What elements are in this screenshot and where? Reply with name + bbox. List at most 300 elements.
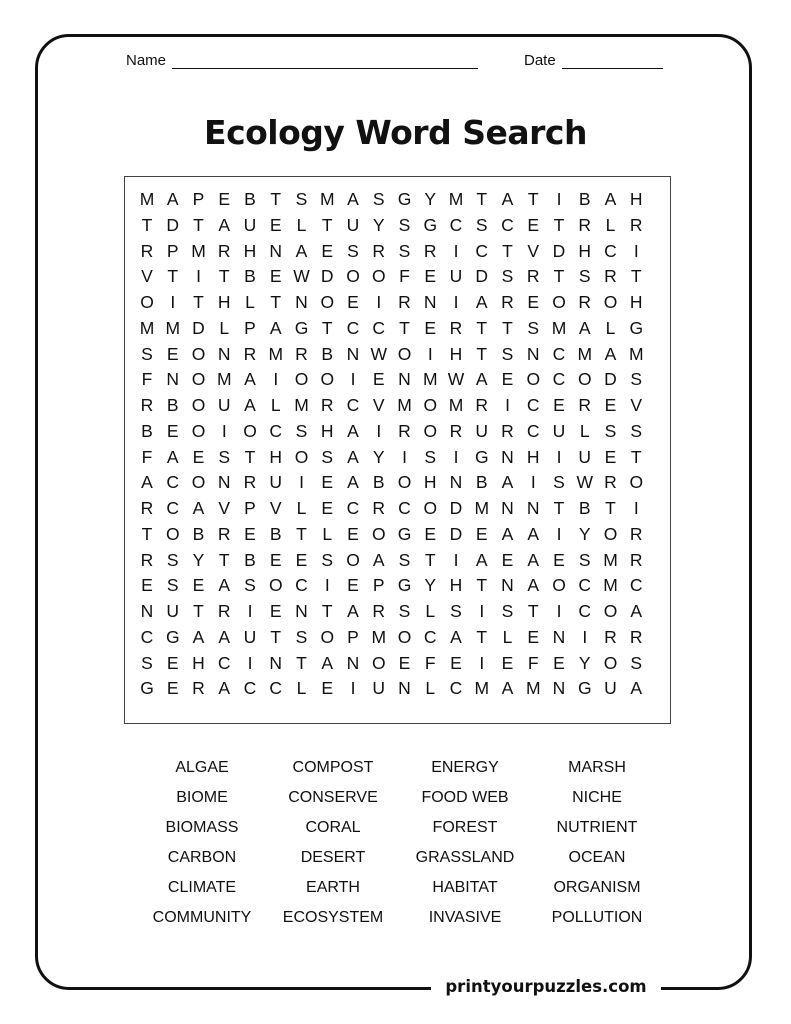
grid-letter[interactable]: L <box>296 498 307 518</box>
grid-letter[interactable]: B <box>321 343 334 364</box>
grid-letter[interactable]: E <box>347 523 359 544</box>
grid-letter[interactable]: T <box>553 266 565 287</box>
grid-letter[interactable]: A <box>347 189 359 209</box>
grid-letter[interactable]: I <box>453 446 459 467</box>
grid-letter[interactable]: A <box>295 240 308 261</box>
grid-letter[interactable]: T <box>476 626 488 647</box>
grid-letter[interactable]: T <box>476 189 488 209</box>
grid-letter[interactable]: A <box>527 523 540 544</box>
grid-letter[interactable]: T <box>527 601 539 621</box>
grid-letter[interactable]: T <box>476 317 488 338</box>
grid-letter[interactable]: R <box>578 395 592 415</box>
grid-letter[interactable]: F <box>399 266 410 287</box>
grid-letter[interactable]: I <box>479 601 485 621</box>
grid-letter[interactable]: C <box>295 575 308 596</box>
grid-letter[interactable]: T <box>218 549 230 570</box>
grid-letter[interactable]: I <box>376 292 382 312</box>
grid-letter[interactable]: N <box>217 472 231 493</box>
grid-letter[interactable]: E <box>527 292 540 312</box>
grid-letter[interactable]: P <box>192 189 205 209</box>
grid-letter[interactable]: E <box>192 575 205 596</box>
grid-letter[interactable]: G <box>397 189 412 209</box>
grid-letter[interactable]: E <box>347 575 359 596</box>
grid-letter[interactable]: M <box>319 189 335 209</box>
grid-letter[interactable]: R <box>423 240 437 261</box>
grid-letter[interactable]: D <box>166 214 180 235</box>
grid-letter[interactable]: C <box>423 626 437 647</box>
grid-letter[interactable]: N <box>398 369 411 390</box>
grid-letter[interactable]: C <box>629 575 643 596</box>
grid-letter[interactable]: G <box>140 678 154 699</box>
grid-letter[interactable]: O <box>320 626 335 647</box>
grid-letter[interactable]: E <box>424 317 437 338</box>
grid-letter[interactable]: U <box>346 214 360 235</box>
grid-letter[interactable]: A <box>269 317 282 338</box>
grid-letter[interactable]: E <box>166 652 179 673</box>
grid-letter[interactable]: S <box>372 189 385 209</box>
grid-letter[interactable]: I <box>505 395 510 415</box>
grid-letter[interactable]: G <box>397 523 412 544</box>
grid-letter[interactable]: N <box>295 601 308 621</box>
grid-letter[interactable]: L <box>219 317 230 338</box>
grid-letter[interactable]: S <box>475 214 488 235</box>
grid-letter[interactable]: E <box>553 652 565 673</box>
grid-letter[interactable]: S <box>166 549 179 570</box>
grid-letter[interactable]: U <box>243 626 257 647</box>
grid-letter[interactable]: Y <box>192 549 205 570</box>
grid-letter[interactable]: E <box>166 420 179 441</box>
grid-letter[interactable]: H <box>629 292 643 312</box>
grid-letter[interactable]: U <box>217 395 231 415</box>
grid-letter[interactable]: I <box>453 549 459 570</box>
grid-letter[interactable]: O <box>294 446 309 467</box>
name-line[interactable] <box>172 54 478 69</box>
grid-letter[interactable]: T <box>193 214 204 235</box>
grid-letter[interactable]: R <box>372 601 386 621</box>
grid-letter[interactable]: B <box>372 472 385 493</box>
grid-letter[interactable]: M <box>448 189 464 209</box>
grid-letter[interactable]: L <box>605 214 616 235</box>
grid-letter[interactable]: A <box>218 678 231 699</box>
grid-letter[interactable]: S <box>398 240 411 261</box>
grid-letter[interactable]: O <box>552 575 566 596</box>
grid-letter[interactable]: A <box>501 678 514 699</box>
grid-letter[interactable]: E <box>527 626 540 647</box>
grid-letter[interactable]: C <box>526 395 540 415</box>
grid-letter[interactable]: M <box>628 343 644 364</box>
grid-letter[interactable]: A <box>321 652 334 673</box>
grid-letter[interactable]: T <box>605 498 616 518</box>
grid-letter[interactable]: N <box>501 446 514 467</box>
grid-letter[interactable]: E <box>269 549 282 570</box>
grid-letter[interactable]: C <box>578 575 592 596</box>
grid-letter[interactable]: I <box>453 240 459 261</box>
grid-letter[interactable]: S <box>218 446 231 467</box>
grid-letter[interactable]: W <box>370 343 388 364</box>
grid-letter[interactable]: N <box>346 343 360 364</box>
grid-letter[interactable]: A <box>166 446 179 467</box>
grid-letter[interactable]: F <box>141 446 153 467</box>
grid-letter[interactable]: O <box>603 601 618 621</box>
grid-letter[interactable]: T <box>424 549 436 570</box>
grid-letter[interactable]: S <box>244 575 256 596</box>
grid-letter[interactable]: N <box>346 652 360 673</box>
grid-letter[interactable]: R <box>372 240 386 261</box>
grid-letter[interactable]: H <box>578 240 592 261</box>
grid-letter[interactable]: L <box>296 678 307 699</box>
grid-letter[interactable]: V <box>269 498 282 518</box>
grid-letter[interactable]: H <box>192 652 205 673</box>
grid-letter[interactable]: E <box>424 523 437 544</box>
grid-letter[interactable]: E <box>553 549 565 570</box>
grid-letter[interactable]: T <box>476 343 488 364</box>
grid-letter[interactable]: C <box>552 369 566 390</box>
grid-letter[interactable]: D <box>320 266 334 287</box>
grid-letter[interactable]: O <box>371 652 386 673</box>
grid-letter[interactable]: T <box>476 575 488 596</box>
grid-letter[interactable]: E <box>269 266 282 287</box>
grid-letter[interactable]: E <box>553 395 565 415</box>
grid-letter[interactable]: V <box>372 395 385 415</box>
grid-letter[interactable]: M <box>191 240 206 261</box>
grid-letter[interactable]: O <box>552 292 566 312</box>
grid-letter[interactable]: S <box>450 601 462 621</box>
grid-letter[interactable]: O <box>346 266 360 287</box>
grid-letter[interactable]: A <box>501 472 514 493</box>
grid-letter[interactable]: T <box>270 626 282 647</box>
grid-letter[interactable]: O <box>397 626 412 647</box>
grid-letter[interactable]: E <box>269 601 282 621</box>
grid-letter[interactable]: S <box>501 266 514 287</box>
grid-letter[interactable]: I <box>530 472 536 493</box>
grid-letter[interactable]: M <box>397 395 412 415</box>
grid-letter[interactable]: O <box>191 343 206 364</box>
grid-letter[interactable]: N <box>269 652 283 673</box>
grid-letter[interactable]: N <box>526 498 540 518</box>
grid-letter[interactable]: O <box>371 523 386 544</box>
grid-letter[interactable]: C <box>449 214 463 235</box>
grid-letter[interactable]: F <box>424 652 436 673</box>
grid-letter[interactable]: L <box>502 626 513 647</box>
grid-letter[interactable]: R <box>449 317 463 338</box>
grid-letter[interactable]: S <box>578 266 591 287</box>
grid-letter[interactable]: I <box>350 369 356 390</box>
grid-letter[interactable]: C <box>217 652 231 673</box>
grid-letter[interactable]: O <box>268 575 283 596</box>
grid-letter[interactable]: T <box>399 317 410 338</box>
grid-letter[interactable]: M <box>551 317 567 338</box>
grid-letter[interactable]: C <box>372 317 386 338</box>
grid-letter[interactable]: R <box>192 678 205 699</box>
grid-letter[interactable]: L <box>270 395 281 415</box>
grid-letter[interactable]: E <box>604 395 617 415</box>
grid-letter[interactable]: A <box>218 626 231 647</box>
grid-letter[interactable]: T <box>630 266 642 287</box>
grid-letter[interactable]: I <box>453 292 459 312</box>
grid-letter[interactable]: T <box>553 498 565 518</box>
grid-letter[interactable]: S <box>321 446 334 467</box>
grid-letter[interactable]: A <box>244 395 256 415</box>
grid-letter[interactable]: O <box>603 292 618 312</box>
grid-letter[interactable]: V <box>218 498 231 518</box>
grid-letter[interactable]: A <box>604 343 617 364</box>
grid-letter[interactable]: M <box>474 678 490 699</box>
grid-letter[interactable]: T <box>296 523 307 544</box>
grid-letter[interactable]: C <box>346 498 360 518</box>
grid-letter[interactable]: U <box>578 446 592 467</box>
grid-letter[interactable]: C <box>346 317 360 338</box>
grid-letter[interactable]: E <box>475 523 488 544</box>
grid-letter[interactable]: B <box>166 395 179 415</box>
grid-letter[interactable]: A <box>475 549 488 570</box>
grid-letter[interactable]: O <box>577 369 592 390</box>
grid-letter[interactable]: U <box>269 472 283 493</box>
grid-letter[interactable]: A <box>630 601 643 621</box>
grid-letter[interactable]: G <box>397 575 412 596</box>
grid-letter[interactable]: T <box>553 214 565 235</box>
grid-letter[interactable]: T <box>270 189 282 209</box>
grid-letter[interactable]: N <box>526 343 540 364</box>
grid-letter[interactable]: B <box>244 549 256 570</box>
grid-letter[interactable]: M <box>603 549 618 570</box>
grid-letter[interactable]: R <box>372 498 386 518</box>
grid-letter[interactable]: D <box>449 498 463 518</box>
grid-letter[interactable]: P <box>244 317 256 338</box>
grid-letter[interactable]: T <box>321 214 333 235</box>
grid-letter[interactable]: N <box>423 292 437 312</box>
grid-letter[interactable]: I <box>556 446 562 467</box>
grid-letter[interactable]: C <box>166 472 180 493</box>
grid-letter[interactable]: P <box>166 240 179 261</box>
grid-letter[interactable]: R <box>526 266 540 287</box>
grid-letter[interactable]: I <box>376 420 382 441</box>
grid-letter[interactable]: Y <box>578 523 591 544</box>
grid-letter[interactable]: C <box>449 678 463 699</box>
grid-letter[interactable]: B <box>244 189 256 209</box>
grid-letter[interactable]: S <box>166 575 179 596</box>
grid-letter[interactable]: H <box>243 240 257 261</box>
grid-letter[interactable]: H <box>320 420 334 441</box>
grid-letter[interactable]: G <box>165 626 180 647</box>
grid-letter[interactable]: A <box>218 214 231 235</box>
grid-letter[interactable]: S <box>630 369 643 390</box>
grid-letter[interactable]: S <box>141 652 153 673</box>
grid-letter[interactable]: R <box>604 626 617 647</box>
grid-letter[interactable]: L <box>322 523 333 544</box>
grid-letter[interactable]: T <box>193 292 204 312</box>
grid-letter[interactable]: E <box>218 189 231 209</box>
grid-letter[interactable]: E <box>269 214 282 235</box>
grid-letter[interactable]: W <box>293 266 310 287</box>
grid-letter[interactable]: H <box>449 343 463 364</box>
grid-letter[interactable]: M <box>139 317 155 338</box>
grid-letter[interactable]: S <box>630 652 643 673</box>
grid-letter[interactable]: R <box>217 523 231 544</box>
grid-letter[interactable]: C <box>501 214 514 235</box>
grid-letter[interactable]: B <box>141 420 153 441</box>
grid-letter[interactable]: A <box>578 317 591 338</box>
grid-letter[interactable]: W <box>447 369 465 390</box>
grid-letter[interactable]: R <box>578 214 592 235</box>
grid-letter[interactable]: M <box>448 395 464 415</box>
grid-letter[interactable]: S <box>527 317 540 338</box>
grid-letter[interactable]: M <box>139 189 155 209</box>
grid-letter[interactable]: U <box>552 420 566 441</box>
grid-letter[interactable]: S <box>141 343 153 364</box>
grid-letter[interactable]: I <box>273 369 279 390</box>
grid-letter[interactable]: C <box>346 395 360 415</box>
grid-letter[interactable]: I <box>299 472 304 493</box>
grid-letter[interactable]: E <box>501 652 514 673</box>
grid-letter[interactable]: I <box>556 523 562 544</box>
grid-letter[interactable]: R <box>217 601 231 621</box>
grid-letter[interactable]: O <box>165 523 180 544</box>
grid-letter[interactable]: R <box>140 395 154 415</box>
grid-letter[interactable]: O <box>397 472 412 493</box>
grid-letter[interactable]: R <box>140 549 154 570</box>
grid-letter[interactable]: R <box>449 420 463 441</box>
grid-letter[interactable]: R <box>475 395 489 415</box>
grid-letter[interactable]: E <box>321 472 334 493</box>
grid-letter[interactable]: A <box>475 292 488 312</box>
grid-letter[interactable]: N <box>398 678 411 699</box>
grid-letter[interactable]: I <box>479 652 485 673</box>
grid-letter[interactable]: L <box>425 678 436 699</box>
grid-letter[interactable]: N <box>501 575 514 596</box>
grid-letter[interactable]: M <box>294 395 309 415</box>
grid-letter[interactable]: Y <box>424 189 437 209</box>
grid-letter[interactable]: T <box>141 214 153 235</box>
grid-letter[interactable]: C <box>398 498 411 518</box>
grid-letter[interactable]: A <box>501 523 514 544</box>
grid-letter[interactable]: U <box>604 678 617 699</box>
grid-letter[interactable]: V <box>141 266 153 287</box>
grid-letter[interactable]: E <box>321 240 334 261</box>
grid-letter[interactable]: A <box>604 189 617 209</box>
grid-letter[interactable]: S <box>553 472 565 493</box>
grid-letter[interactable]: E <box>347 292 359 312</box>
grid-letter[interactable]: R <box>604 472 617 493</box>
grid-letter[interactable]: B <box>475 472 488 493</box>
grid-letter[interactable]: E <box>604 446 617 467</box>
grid-letter[interactable]: N <box>217 343 231 364</box>
grid-letter[interactable]: R <box>398 292 411 312</box>
grid-letter[interactable]: I <box>633 240 639 261</box>
grid-letter[interactable]: E <box>244 523 256 544</box>
grid-letter[interactable]: H <box>423 472 437 493</box>
grid-letter[interactable]: C <box>140 626 154 647</box>
grid-letter[interactable]: E <box>295 549 308 570</box>
grid-letter[interactable]: R <box>604 266 617 287</box>
grid-letter[interactable]: B <box>192 523 205 544</box>
grid-letter[interactable]: N <box>166 369 180 390</box>
grid-letter[interactable]: R <box>140 240 154 261</box>
grid-letter[interactable]: O <box>140 292 154 312</box>
grid-letter[interactable]: A <box>630 678 643 699</box>
grid-letter[interactable]: H <box>269 446 283 467</box>
grid-letter[interactable]: O <box>423 498 438 518</box>
grid-letter[interactable]: A <box>347 446 359 467</box>
grid-letter[interactable]: O <box>603 523 618 544</box>
grid-letter[interactable]: D <box>192 317 205 338</box>
name-field[interactable] <box>126 52 478 69</box>
grid-letter[interactable]: L <box>296 214 307 235</box>
grid-letter[interactable]: D <box>449 523 463 544</box>
grid-letter[interactable]: A <box>347 420 359 441</box>
grid-letter[interactable]: H <box>449 575 463 596</box>
grid-letter[interactable]: O <box>191 395 206 415</box>
grid-letter[interactable]: E <box>192 446 205 467</box>
grid-letter[interactable]: R <box>398 420 411 441</box>
grid-letter[interactable]: R <box>243 472 257 493</box>
grid-letter[interactable]: T <box>141 523 153 544</box>
grid-letter[interactable]: P <box>244 498 256 518</box>
grid-letter[interactable]: R <box>501 420 514 441</box>
grid-letter[interactable]: M <box>371 626 387 647</box>
grid-letter[interactable]: C <box>243 678 257 699</box>
grid-letter[interactable]: T <box>502 317 513 338</box>
grid-letter[interactable]: S <box>578 549 591 570</box>
grid-letter[interactable]: S <box>604 420 617 441</box>
grid-letter[interactable]: T <box>502 240 513 261</box>
grid-letter[interactable]: I <box>350 678 356 699</box>
grid-letter[interactable]: E <box>166 678 179 699</box>
grid-letter[interactable]: I <box>582 626 588 647</box>
date-line[interactable] <box>562 54 663 69</box>
grid-letter[interactable]: M <box>422 369 438 390</box>
grid-letter[interactable]: A <box>347 472 359 493</box>
grid-letter[interactable]: A <box>141 472 153 493</box>
grid-letter[interactable]: U <box>372 678 386 699</box>
grid-letter[interactable]: S <box>321 549 334 570</box>
grid-letter[interactable]: Y <box>424 575 437 596</box>
grid-letter[interactable]: B <box>269 523 282 544</box>
grid-letter[interactable]: S <box>501 601 514 621</box>
grid-letter[interactable]: T <box>321 317 333 338</box>
grid-letter[interactable]: Y <box>372 446 385 467</box>
grid-letter[interactable]: A <box>527 549 540 570</box>
grid-letter[interactable]: O <box>423 395 438 415</box>
grid-letter[interactable]: I <box>556 601 562 621</box>
grid-letter[interactable]: N <box>140 601 154 621</box>
grid-letter[interactable]: M <box>525 678 541 699</box>
grid-letter[interactable]: B <box>578 498 591 518</box>
grid-letter[interactable]: T <box>296 652 307 673</box>
grid-letter[interactable]: G <box>423 214 438 235</box>
grid-letter[interactable]: S <box>630 420 643 441</box>
grid-letter[interactable]: O <box>191 369 206 390</box>
grid-letter[interactable]: U <box>166 601 180 621</box>
grid-letter[interactable]: N <box>295 292 308 312</box>
grid-letter[interactable]: A <box>347 601 359 621</box>
grid-letter[interactable]: T <box>218 266 230 287</box>
grid-letter[interactable]: S <box>398 214 411 235</box>
grid-letter[interactable]: G <box>294 317 309 338</box>
grid-letter[interactable]: T <box>167 266 179 287</box>
grid-letter[interactable]: S <box>295 189 308 209</box>
grid-letter[interactable]: A <box>475 369 488 390</box>
grid-letter[interactable]: E <box>321 498 334 518</box>
grid-letter[interactable]: C <box>578 601 592 621</box>
grid-letter[interactable]: O <box>191 420 206 441</box>
grid-letter[interactable]: E <box>321 678 334 699</box>
grid-letter[interactable]: D <box>604 369 617 390</box>
grid-letter[interactable]: T <box>193 601 204 621</box>
grid-letter[interactable]: V <box>630 395 643 415</box>
grid-letter[interactable]: R <box>320 395 334 415</box>
grid-letter[interactable]: I <box>170 292 176 312</box>
grid-letter[interactable]: C <box>269 420 283 441</box>
